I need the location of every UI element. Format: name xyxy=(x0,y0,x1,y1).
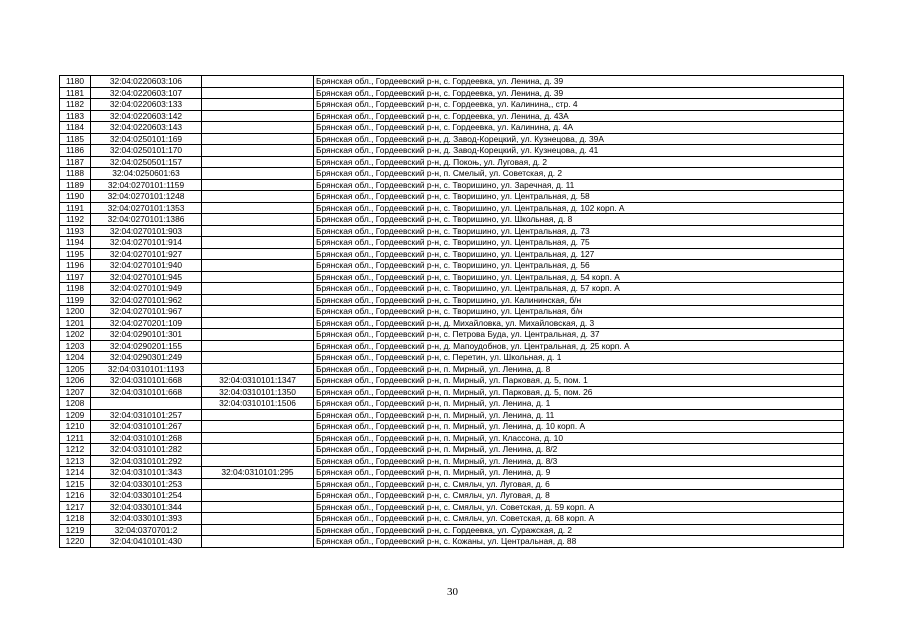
cadastral-number-cell: 32:04:0330101:253 xyxy=(91,478,202,490)
table-row xyxy=(60,432,844,444)
row-number-cell: 1184 xyxy=(60,122,91,134)
cadastral-number-cell: 32:04:0270101:1386 xyxy=(91,214,202,226)
row-number-cell: 1211 xyxy=(60,432,91,444)
address-cell: Брянская обл., Гордеевский р-н, д. Завод-Корецкий, ул. Кузнецова, д. 41 xyxy=(314,145,844,157)
cadastral-number-cell: 32:04:0250501:157 xyxy=(91,156,202,168)
row-number-cell: 1200 xyxy=(60,306,91,318)
related-cadastral-number-cell xyxy=(202,191,314,203)
table-row xyxy=(60,455,844,467)
row-number-cell: 1203 xyxy=(60,340,91,352)
row-number-cell: 1202 xyxy=(60,329,91,341)
cadastral-number-cell: 32:04:0310101:282 xyxy=(91,444,202,456)
cadastral-number-cell: 32:04:0270101:940 xyxy=(91,260,202,272)
row-number-cell: 1218 xyxy=(60,513,91,525)
table-row xyxy=(60,179,844,191)
table-row xyxy=(60,329,844,341)
address-cell: Брянская обл., Гордеевский р-н, п. Мирный, ул. Ленина, д. 8/2 xyxy=(314,444,844,456)
related-cadastral-number-cell xyxy=(202,432,314,444)
cadastral-number-cell: 32:04:0270101:1159 xyxy=(91,179,202,191)
table-row xyxy=(60,386,844,398)
related-cadastral-number-cell xyxy=(202,490,314,502)
table-row xyxy=(60,340,844,352)
address-cell: Брянская обл., Гордеевский р-н, с. Петрова Буда, ул. Центральная, д. 37 xyxy=(314,329,844,341)
cadastral-number-cell: 32:04:0220603:107 xyxy=(91,87,202,99)
table-row xyxy=(60,87,844,99)
table-row xyxy=(60,513,844,525)
row-number-cell: 1192 xyxy=(60,214,91,226)
cadastral-number-cell: 32:04:0370701:2 xyxy=(91,524,202,536)
cadastral-number-cell: 32:04:0310101:343 xyxy=(91,467,202,479)
address-cell: Брянская обл., Гордеевский р-н, п. Мирный, ул. Ленина, д. 11 xyxy=(314,409,844,421)
table-row xyxy=(60,398,844,410)
row-number-cell: 1182 xyxy=(60,99,91,111)
related-cadastral-number-cell xyxy=(202,214,314,226)
cadastral-number-cell: 32:04:0310101:268 xyxy=(91,432,202,444)
cadastral-number-cell: 32:04:0410101:430 xyxy=(91,536,202,548)
cadastral-number-cell: 32:04:0310101:267 xyxy=(91,421,202,433)
cadastral-number-cell: 32:04:0220603:133 xyxy=(91,99,202,111)
related-cadastral-number-cell xyxy=(202,409,314,421)
table-row xyxy=(60,76,844,88)
row-number-cell: 1214 xyxy=(60,467,91,479)
related-cadastral-number-cell: 32:04:0310101:1347 xyxy=(202,375,314,387)
address-cell: Брянская обл., Гордеевский р-н, с. Творишино, ул. Калининская, б/н xyxy=(314,294,844,306)
cadastral-number-cell: 32:04:0290101:301 xyxy=(91,329,202,341)
cadastral-number-cell: 32:04:0270101:962 xyxy=(91,294,202,306)
table-row xyxy=(60,191,844,203)
table-row xyxy=(60,99,844,111)
table-row xyxy=(60,306,844,318)
cadastral-number-cell: 32:04:0270101:1248 xyxy=(91,191,202,203)
cadastral-number-cell: 32:04:0270101:927 xyxy=(91,248,202,260)
address-cell: Брянская обл., Гордеевский р-н, с. Творишино, ул. Центральная, д. 73 xyxy=(314,225,844,237)
table-row xyxy=(60,237,844,249)
row-number-cell: 1189 xyxy=(60,179,91,191)
row-number-cell: 1180 xyxy=(60,76,91,88)
cadastral-number-cell: 32:04:0270101:949 xyxy=(91,283,202,295)
cadastral-number-cell: 32:04:0270101:903 xyxy=(91,225,202,237)
table-row xyxy=(60,110,844,122)
table-row xyxy=(60,317,844,329)
related-cadastral-number-cell: 32:04:0310101:1350 xyxy=(202,386,314,398)
related-cadastral-number-cell xyxy=(202,122,314,134)
property-registry-table xyxy=(59,75,844,548)
address-cell: Брянская обл., Гордеевский р-н, с. Творишино, ул. Центральная, д. 58 xyxy=(314,191,844,203)
cadastral-number-cell: 32:04:0250601:63 xyxy=(91,168,202,180)
related-cadastral-number-cell xyxy=(202,202,314,214)
table-row xyxy=(60,122,844,134)
table-row xyxy=(60,478,844,490)
related-cadastral-number-cell xyxy=(202,536,314,548)
row-number-cell: 1210 xyxy=(60,421,91,433)
related-cadastral-number-cell xyxy=(202,306,314,318)
row-number-cell: 1187 xyxy=(60,156,91,168)
related-cadastral-number-cell xyxy=(202,179,314,191)
cadastral-number-cell: 32:04:0270101:945 xyxy=(91,271,202,283)
cadastral-number-cell: 32:04:0330101:393 xyxy=(91,513,202,525)
table-row xyxy=(60,363,844,375)
address-cell: Брянская обл., Гордеевский р-н, п. Мирный, ул. Ленина, д. 10 корп. А xyxy=(314,421,844,433)
table-row xyxy=(60,156,844,168)
table-row xyxy=(60,168,844,180)
address-cell: Брянская обл., Гордеевский р-н, с. Творишино, ул. Школьная, д. 8 xyxy=(314,214,844,226)
related-cadastral-number-cell xyxy=(202,352,314,364)
address-cell: Брянская обл., Гордеевский р-н, с. Творишино, ул. Центральная, д. 102 корп. А xyxy=(314,202,844,214)
row-number-cell: 1194 xyxy=(60,237,91,249)
related-cadastral-number-cell xyxy=(202,524,314,536)
table-row xyxy=(60,444,844,456)
address-cell: Брянская обл., Гордеевский р-н, п. Мирный, ул. Ленина, д. 1 xyxy=(314,398,844,410)
address-cell: Брянская обл., Гордеевский р-н, с. Гордеевка, ул. Суражская, д. 2 xyxy=(314,524,844,536)
row-number-cell: 1219 xyxy=(60,524,91,536)
related-cadastral-number-cell xyxy=(202,501,314,513)
row-number-cell: 1201 xyxy=(60,317,91,329)
address-cell: Брянская обл., Гордеевский р-н, с. Творишино, ул. Центральная, д. 56 xyxy=(314,260,844,272)
address-cell: Брянская обл., Гордеевский р-н, п. Мирный, ул. Ленина, д. 8/3 xyxy=(314,455,844,467)
related-cadastral-number-cell xyxy=(202,99,314,111)
cadastral-number-cell: 32:04:0270101:914 xyxy=(91,237,202,249)
address-cell: Брянская обл., Гордеевский р-н, с. Гордеевка, ул. Ленина, д. 39 xyxy=(314,87,844,99)
table-row xyxy=(60,271,844,283)
row-number-cell: 1205 xyxy=(60,363,91,375)
row-number-cell: 1197 xyxy=(60,271,91,283)
cadastral-number-cell: 32:04:0250101:169 xyxy=(91,133,202,145)
row-number-cell: 1190 xyxy=(60,191,91,203)
related-cadastral-number-cell xyxy=(202,110,314,122)
row-number-cell: 1206 xyxy=(60,375,91,387)
address-cell: Брянская обл., Гордеевский р-н, д. Михайловка, ул. Михайловская, д. 3 xyxy=(314,317,844,329)
table-row xyxy=(60,421,844,433)
table-row xyxy=(60,467,844,479)
cadastral-number-cell: 32:04:0220603:143 xyxy=(91,122,202,134)
address-cell: Брянская обл., Гордеевский р-н, с. Перетин, ул. Школьная, д. 1 xyxy=(314,352,844,364)
related-cadastral-number-cell xyxy=(202,455,314,467)
row-number-cell: 1204 xyxy=(60,352,91,364)
cadastral-number-cell: 32:04:0270101:967 xyxy=(91,306,202,318)
address-cell: Брянская обл., Гордеевский р-н, с. Творишино, ул. Центральная, д. 75 xyxy=(314,237,844,249)
table-row xyxy=(60,294,844,306)
address-cell: Брянская обл., Гордеевский р-н, с. Смяльч, ул. Советская, д. 59 корп. А xyxy=(314,501,844,513)
address-cell: Брянская обл., Гордеевский р-н, с. Смяльч, ул. Луговая, д. 6 xyxy=(314,478,844,490)
row-number-cell: 1220 xyxy=(60,536,91,548)
address-cell: Брянская обл., Гордеевский р-н, с. Гордеевка, ул. Калинина, д. 4А xyxy=(314,122,844,134)
related-cadastral-number-cell xyxy=(202,329,314,341)
address-cell: Брянская обл., Гордеевский р-н, с. Творишино, ул. Центральная, д. 57 корп. А xyxy=(314,283,844,295)
table-row xyxy=(60,214,844,226)
table-row xyxy=(60,375,844,387)
row-number-cell: 1196 xyxy=(60,260,91,272)
row-number-cell: 1216 xyxy=(60,490,91,502)
address-cell: Брянская обл., Гордеевский р-н, п. Мирный, ул. Парковая, д. 5, пом. 26 xyxy=(314,386,844,398)
row-number-cell: 1208 xyxy=(60,398,91,410)
related-cadastral-number-cell xyxy=(202,478,314,490)
address-cell: Брянская обл., Гордеевский р-н, с. Гордеевка, ул. Ленина, д. 39 xyxy=(314,76,844,88)
address-cell: Брянская обл., Гордеевский р-н, с. Творишино, ул. Центральная, д. 127 xyxy=(314,248,844,260)
table-row xyxy=(60,490,844,502)
cadastral-number-cell: 32:04:0270101:1353 xyxy=(91,202,202,214)
address-cell: Брянская обл., Гордеевский р-н, с. Гордеевка, ул. Ленина, д. 43А xyxy=(314,110,844,122)
related-cadastral-number-cell xyxy=(202,168,314,180)
address-cell: Брянская обл., Гордеевский р-н, п. Мирный, ул. Классона, д. 10 xyxy=(314,432,844,444)
table-row xyxy=(60,202,844,214)
cadastral-number-cell: 32:04:0310101:257 xyxy=(91,409,202,421)
address-cell: Брянская обл., Гордеевский р-н, д. Покоњ, ул. Луговая, д. 2 xyxy=(314,156,844,168)
table-row xyxy=(60,133,844,145)
cadastral-number-cell: 32:04:0290201:155 xyxy=(91,340,202,352)
related-cadastral-number-cell xyxy=(202,363,314,375)
address-cell: Брянская обл., Гордеевский р-н, д. Завод-Корецкий, ул. Кузнецова, д. 39А xyxy=(314,133,844,145)
table-row xyxy=(60,260,844,272)
address-cell: Брянская обл., Гордеевский р-н, п. Смелый, ул. Советская, д. 2 xyxy=(314,168,844,180)
address-cell: Брянская обл., Гордеевский р-н, с. Кожаны, ул. Центральная, д. 88 xyxy=(314,536,844,548)
related-cadastral-number-cell xyxy=(202,237,314,249)
cadastral-number-cell: 32:04:0310101:668 xyxy=(91,375,202,387)
table-row xyxy=(60,225,844,237)
table-row xyxy=(60,352,844,364)
address-cell: Брянская обл., Гордеевский р-н, с. Творишино, ул. Центральная, б/н xyxy=(314,306,844,318)
row-number-cell: 1215 xyxy=(60,478,91,490)
table-row xyxy=(60,409,844,421)
table-row xyxy=(60,145,844,157)
row-number-cell: 1198 xyxy=(60,283,91,295)
row-number-cell: 1181 xyxy=(60,87,91,99)
related-cadastral-number-cell xyxy=(202,444,314,456)
table-row xyxy=(60,536,844,548)
related-cadastral-number-cell xyxy=(202,248,314,260)
cadastral-number-cell: 32:04:0310101:668 xyxy=(91,386,202,398)
row-number-cell: 1212 xyxy=(60,444,91,456)
row-number-cell: 1185 xyxy=(60,133,91,145)
related-cadastral-number-cell xyxy=(202,271,314,283)
row-number-cell: 1217 xyxy=(60,501,91,513)
cadastral-number-cell: 32:04:0330101:254 xyxy=(91,490,202,502)
address-cell: Брянская обл., Гордеевский р-н, п. Мирный, ул. Парковая, д. 5, пом. 1 xyxy=(314,375,844,387)
related-cadastral-number-cell xyxy=(202,317,314,329)
address-cell: Брянская обл., Гордеевский р-н, с. Творишино, ул. Центральная, д. 54 корп. А xyxy=(314,271,844,283)
address-cell: Брянская обл., Гордеевский р-н, с. Творишино, ул. Заречная, д. 11 xyxy=(314,179,844,191)
row-number-cell: 1213 xyxy=(60,455,91,467)
address-cell: Брянская обл., Гордеевский р-н, д. Мапоудобнов, ул. Центральная, д. 25 корп. А xyxy=(314,340,844,352)
row-number-cell: 1183 xyxy=(60,110,91,122)
related-cadastral-number-cell xyxy=(202,145,314,157)
page-number: 30 xyxy=(447,586,458,598)
address-cell: Брянская обл., Гордеевский р-н, п. Мирный, ул. Ленина, д. 8 xyxy=(314,363,844,375)
related-cadastral-number-cell xyxy=(202,133,314,145)
table-body xyxy=(60,76,844,548)
related-cadastral-number-cell: 32:04:0310101:295 xyxy=(202,467,314,479)
row-number-cell: 1193 xyxy=(60,225,91,237)
address-cell: Брянская обл., Гордеевский р-н, с. Смяльч, ул. Советская, д. 68 корп. А xyxy=(314,513,844,525)
row-number-cell: 1199 xyxy=(60,294,91,306)
cadastral-number-cell: 32:04:0330101:344 xyxy=(91,501,202,513)
table-row xyxy=(60,248,844,260)
cadastral-number-cell: 32:04:0270201:109 xyxy=(91,317,202,329)
related-cadastral-number-cell xyxy=(202,156,314,168)
table-row xyxy=(60,524,844,536)
related-cadastral-number-cell xyxy=(202,260,314,272)
cadastral-number-cell: 32:04:0290301:249 xyxy=(91,352,202,364)
address-cell: Брянская обл., Гордеевский р-н, п. Мирный, ул. Ленина, д. 9 xyxy=(314,467,844,479)
cadastral-number-cell: 32:04:0220603:142 xyxy=(91,110,202,122)
row-number-cell: 1186 xyxy=(60,145,91,157)
cadastral-number-cell: 32:04:0310101:292 xyxy=(91,455,202,467)
related-cadastral-number-cell: 32:04:0310101:1506 xyxy=(202,398,314,410)
row-number-cell: 1207 xyxy=(60,386,91,398)
address-cell: Брянская обл., Гордеевский р-н, с. Гордеевка, ул. Калинина,, стр. 4 xyxy=(314,99,844,111)
related-cadastral-number-cell xyxy=(202,87,314,99)
cadastral-number-cell: 32:04:0310101:1193 xyxy=(91,363,202,375)
related-cadastral-number-cell xyxy=(202,76,314,88)
related-cadastral-number-cell xyxy=(202,513,314,525)
row-number-cell: 1191 xyxy=(60,202,91,214)
address-cell: Брянская обл., Гордеевский р-н, с. Смяльч, ул. Луговая, д. 8 xyxy=(314,490,844,502)
table-row xyxy=(60,283,844,295)
cadastral-number-cell xyxy=(91,398,202,410)
cadastral-number-cell: 32:04:0220603:106 xyxy=(91,76,202,88)
related-cadastral-number-cell xyxy=(202,340,314,352)
cadastral-number-cell: 32:04:0250101:170 xyxy=(91,145,202,157)
related-cadastral-number-cell xyxy=(202,283,314,295)
row-number-cell: 1209 xyxy=(60,409,91,421)
related-cadastral-number-cell xyxy=(202,421,314,433)
table-row xyxy=(60,501,844,513)
related-cadastral-number-cell xyxy=(202,294,314,306)
row-number-cell: 1195 xyxy=(60,248,91,260)
row-number-cell: 1188 xyxy=(60,168,91,180)
related-cadastral-number-cell xyxy=(202,225,314,237)
